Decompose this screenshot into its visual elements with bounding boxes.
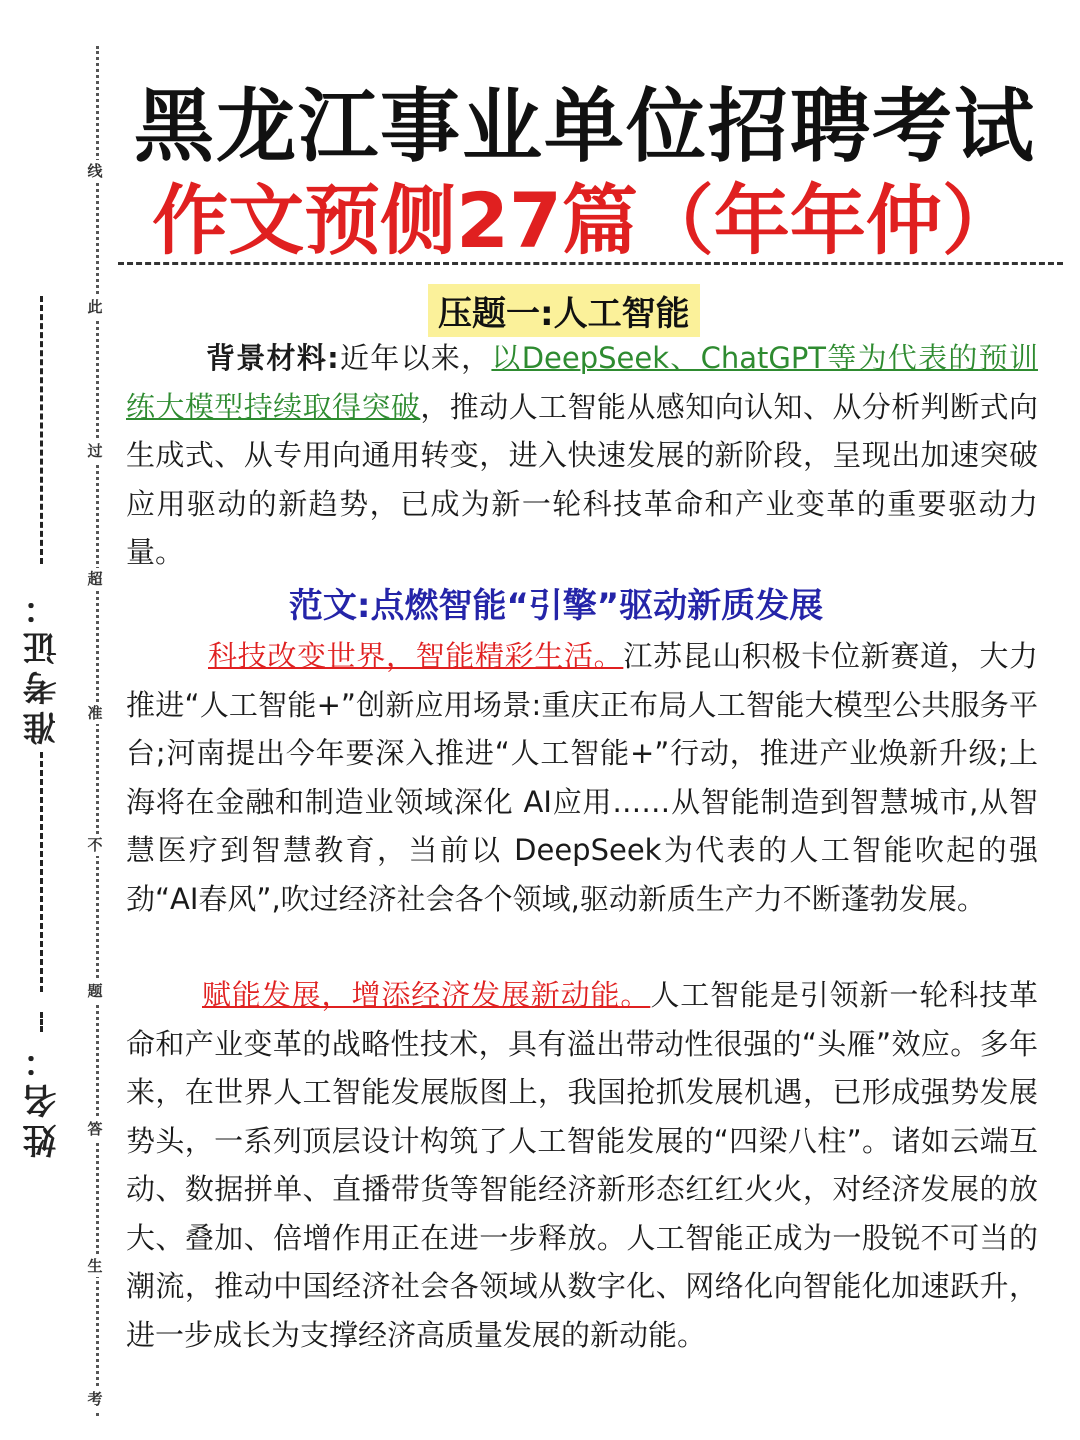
background-pre: 近年以来， <box>338 341 492 375</box>
paragraph-highlight: 科技改变世界，智能精彩生活。 <box>208 639 624 673</box>
seal-char: 此 <box>80 296 110 318</box>
name-blank-line <box>40 1012 43 1032</box>
paragraph-highlight: 赋能发展，增添经济发展新动能。 <box>202 978 651 1012</box>
exam-id-label: 准考证： <box>23 585 63 745</box>
page-title: 黑龙江事业单位招聘考试 <box>134 80 1036 173</box>
page-subtitle: 作文预侧27篇（年年仲） <box>152 176 1018 265</box>
background-rest: ，推动人工智能从感知向认知、从分析判断式向生成式、从专用向通用转变，进入快速发展的新阶段，呈现出加速突破应用驱动的新趋势，已成为新一轮科技革命和产业变革的重要驱动力量。 <box>126 389 1038 569</box>
essay-paragraph <box>126 632 1038 923</box>
seal-char: 生 <box>80 1255 110 1277</box>
background-highlight: 以DeepSeek、ChatGPT等为代表的预训练大模型持续取得突破 <box>126 341 1038 424</box>
seal-char: 不 <box>80 834 110 856</box>
question-title: 压题一:人工智能 <box>428 284 700 337</box>
seal-char: 线 <box>80 160 110 182</box>
seal-char: 准 <box>80 702 110 724</box>
seal-dotted-line <box>96 46 99 1416</box>
header-divider <box>118 262 1063 265</box>
name-label: 姓名： <box>23 1038 63 1158</box>
background-lead: 背景材料: <box>206 341 339 375</box>
seal-char: 超 <box>80 568 110 590</box>
essay-paragraph <box>126 971 1038 1359</box>
paragraph-text: 人工智能是引领新一轮科技革命和产业变革的战略性技术，具有溢出带动性很强的“头雁”效应。多年来，在世界人工智能发展版图上，我国抢抓发展机遇，已形成强势发展势头，一系列顶层设计构筑了人工智能发展的“四梁八柱”。诸如云端互动、数据拼单、直播带货等智能经济新形态红红火火，对经济发展的放大、叠加、倍增作用正在进一步释放。人工智能正成为一股锐不可当的潮流，推动中国经济社会各领域从数字化、网络化向智能化加速跃升，进一步成长为支撑经济高质量发展的新动能。 <box>126 978 1038 1352</box>
background-paragraph <box>126 334 1038 577</box>
exam-id-blank-line <box>40 752 43 992</box>
exam-id-blank-line <box>40 296 43 564</box>
paragraph-text: 江苏昆山积极卡位新赛道，大力推进“人工智能+”创新应用场景:重庆正布局人工智能大模型公共服务平台;河南提出今年要深入推进“人工智能+”行动，推进产业焕新升级;上海将在金融和制造业领域深化 AI应用……从智能制造到智慧城市,从智慧医疗到智慧教育，当前以 DeepSeek为代表的人工智能吹起的强劲“AI春风”,吹过经济社会各个领域,驱动新质生产力不断蓬勃发展。 <box>126 639 1038 916</box>
essay-title: 范文:点燃智能“引擎”驱动新质发展 <box>288 586 824 626</box>
seal-char: 考 <box>80 1388 110 1410</box>
seal-char: 答 <box>80 1118 110 1140</box>
seal-char: 题 <box>80 980 110 1002</box>
seal-char: 过 <box>80 440 110 462</box>
